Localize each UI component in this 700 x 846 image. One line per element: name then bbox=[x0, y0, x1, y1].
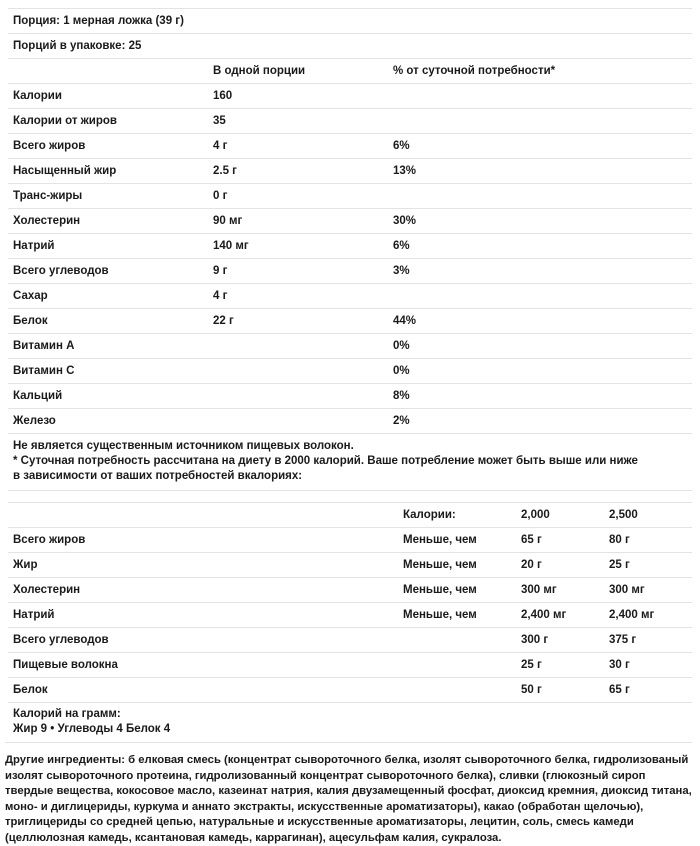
dv-2500: 300 мг bbox=[609, 584, 645, 596]
nutrient-amount: 4 г bbox=[213, 290, 228, 302]
table-row bbox=[8, 652, 692, 677]
daily-value-note: * Суточная потребность рассчитана на диету в 2000 калорий. Ваше потребление может быть выше или ниже bbox=[13, 455, 638, 467]
dv-name: Всего жиров bbox=[13, 534, 86, 546]
nutrient-daily-value: 2% bbox=[393, 415, 410, 427]
dv-header-qualifier: Калории: bbox=[403, 509, 456, 521]
nutrient-daily-value: 8% bbox=[393, 390, 410, 402]
nutrient-daily-value: 6% bbox=[393, 140, 410, 152]
dv-2500: 80 г bbox=[609, 534, 630, 546]
table-row bbox=[8, 183, 692, 208]
dv-2000: 300 г bbox=[521, 634, 549, 646]
dv-name: Холестерин bbox=[13, 584, 81, 596]
nutrient-name: Насыщенный жир bbox=[13, 165, 117, 177]
nutrient-daily-value: 0% bbox=[393, 365, 410, 377]
nutrient-amount: 35 bbox=[213, 115, 226, 127]
table-row bbox=[8, 383, 692, 408]
table-row bbox=[8, 108, 692, 133]
header-per-serving: В одной порции bbox=[213, 65, 306, 77]
servings-per-container-row bbox=[8, 33, 692, 58]
fiber-note: Не является существенным источником пищевых волокон. bbox=[13, 440, 354, 452]
nutrient-name: Всего углеводов bbox=[13, 265, 109, 277]
daily-value-note-cont: в зависимости от ваших потребностей вкалориях: bbox=[13, 470, 303, 482]
table-row bbox=[8, 133, 692, 158]
dv-2500: 2,400 мг bbox=[609, 609, 655, 621]
table-row bbox=[8, 602, 692, 627]
serving-size: Порция: 1 мерная ложка (39 г) bbox=[13, 15, 184, 27]
daily-values-header bbox=[8, 502, 692, 527]
dv-name: Натрий bbox=[13, 609, 55, 621]
nutrient-name: Натрий bbox=[13, 240, 55, 252]
nutrient-name: Белок bbox=[13, 315, 48, 327]
footnotes bbox=[8, 433, 692, 490]
servings-per-container: Порций в упаковке: 25 bbox=[13, 40, 142, 52]
nutrient-amount: 2.5 г bbox=[213, 165, 237, 177]
nutrient-amount: 22 г bbox=[213, 315, 234, 327]
nutrient-amount: 4 г bbox=[213, 140, 228, 152]
table-row bbox=[8, 408, 692, 433]
nutrient-amount: 160 bbox=[213, 90, 233, 102]
table-row bbox=[8, 83, 692, 108]
facts-table bbox=[8, 58, 692, 433]
nutrient-name: Всего жиров bbox=[13, 140, 86, 152]
calories-per-gram-title: Калорий на грамм: bbox=[13, 708, 121, 720]
dv-name: Жир bbox=[13, 559, 38, 571]
table-row bbox=[8, 627, 692, 652]
dv-qualifier: Меньше, чем bbox=[403, 534, 477, 546]
calories-per-gram bbox=[8, 702, 692, 742]
nutrient-name: Калории bbox=[13, 90, 62, 102]
table-row bbox=[8, 552, 692, 577]
nutrient-daily-value: 3% bbox=[393, 265, 410, 277]
dv-2500: 375 г bbox=[609, 634, 637, 646]
dv-2500: 25 г bbox=[609, 559, 630, 571]
dv-2000: 65 г bbox=[521, 534, 542, 546]
dv-name: Всего углеводов bbox=[13, 634, 109, 646]
nutrient-daily-value: 30% bbox=[393, 215, 417, 227]
dv-2500: 30 г bbox=[609, 659, 630, 671]
divider bbox=[8, 490, 692, 502]
nutrient-daily-value: 6% bbox=[393, 240, 410, 252]
nutrient-daily-value: 44% bbox=[393, 315, 417, 327]
table-row bbox=[8, 527, 692, 552]
dv-qualifier: Меньше, чем bbox=[403, 584, 477, 596]
dv-header-2500: 2,500 bbox=[609, 509, 638, 521]
nutrient-daily-value: 13% bbox=[393, 165, 417, 177]
table-row bbox=[8, 283, 692, 308]
nutrient-amount: 9 г bbox=[213, 265, 228, 277]
nutrient-name: Калории от жиров bbox=[13, 115, 117, 127]
nutrient-name: Витамин С bbox=[13, 365, 75, 377]
ingredients bbox=[5, 742, 692, 846]
dv-header-2000: 2,000 bbox=[521, 509, 550, 521]
nutrient-amount: 0 г bbox=[213, 190, 228, 202]
table-row bbox=[8, 358, 692, 383]
dv-2000: 2,400 мг bbox=[521, 609, 567, 621]
dv-2000: 50 г bbox=[521, 684, 542, 696]
nutrient-daily-value: 0% bbox=[393, 340, 410, 352]
header-daily-value: % от суточной потребности* bbox=[393, 65, 556, 77]
nutrient-name: Железо bbox=[13, 415, 56, 427]
nutrient-name: Сахар bbox=[13, 290, 48, 302]
table-row bbox=[8, 233, 692, 258]
dv-qualifier: Меньше, чем bbox=[403, 609, 477, 621]
nutrient-name: Кальций bbox=[13, 390, 63, 402]
dv-2000: 300 мг bbox=[521, 584, 557, 596]
nutrient-name: Транс-жиры bbox=[13, 190, 83, 202]
dv-2500: 65 г bbox=[609, 684, 630, 696]
dv-name: Белок bbox=[13, 684, 48, 696]
nutrient-name: Холестерин bbox=[13, 215, 81, 227]
table-row bbox=[8, 333, 692, 358]
nutrient-name: Витамин А bbox=[13, 340, 75, 352]
facts-table-header bbox=[8, 58, 692, 83]
nutrient-amount: 140 мг bbox=[213, 240, 249, 252]
daily-values-table bbox=[8, 502, 692, 702]
table-row bbox=[8, 208, 692, 233]
calories-per-gram-values: Жир 9 • Углеводы 4 Белок 4 bbox=[13, 723, 171, 735]
table-row bbox=[8, 158, 692, 183]
dv-qualifier: Меньше, чем bbox=[403, 559, 477, 571]
table-row bbox=[8, 308, 692, 333]
dv-name: Пищевые волокна bbox=[13, 659, 118, 671]
table-row bbox=[8, 677, 692, 702]
nutrient-amount: 90 мг bbox=[213, 215, 243, 227]
dv-2000: 25 г bbox=[521, 659, 542, 671]
table-row bbox=[8, 258, 692, 283]
ingredients-text: Другие ингредиенты: б елковая смесь (концентрат сывороточного белка, изолят сывороточного белка, гидролизованый изолят сывороточного протеина, гидролизованный концентрат сывороточного белка), сливки (глюкозный сироп твердые вещества, кокосовое масло, казеинат натрия, калия двузамещенный фосфат, диоксид кремния, диоксид титана, моно- и диглицериды, куркума и аннато экстракты, искусственные ароматизаторы), какао (обработан щелочью), триглицериды со средней цепью, натуральные и искусственные ароматизаторы, лецитин, соль, смесь камеди (целлюлозная камедь, ксантановая камедь, каррагинан), ацесульфам калия, сукралоза. bbox=[5, 754, 692, 844]
dv-2000: 20 г bbox=[521, 559, 542, 571]
table-row bbox=[8, 577, 692, 602]
serving-size-row bbox=[8, 8, 692, 33]
